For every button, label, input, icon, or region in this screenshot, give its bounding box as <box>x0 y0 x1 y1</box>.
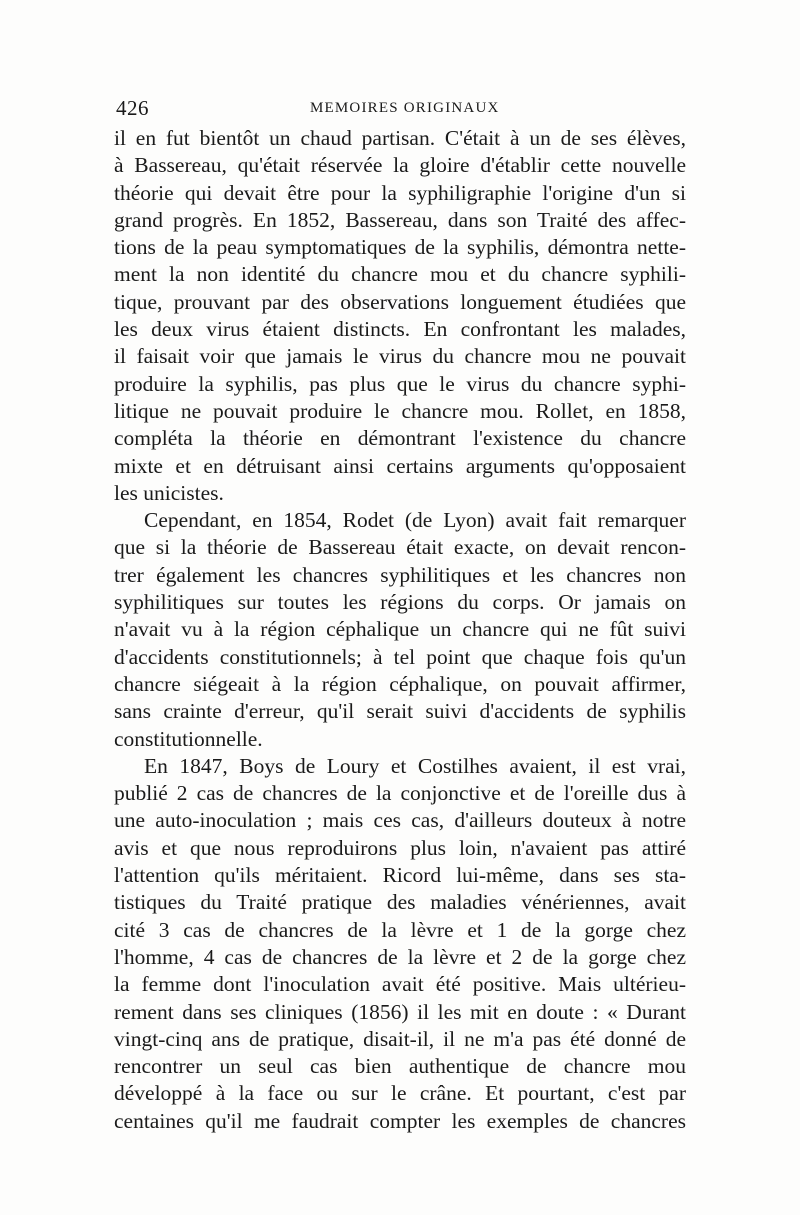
text-line: En 1847, Boys de Loury et Costilhes avaient, il est vrai, <box>144 753 686 778</box>
text-line: rencontrer un seul cas bien authentique de chancre mou <box>114 1054 686 1079</box>
text-line: une auto-inoculation ; mais ces cas, d'ailleurs douteux à notre <box>114 808 686 833</box>
text-line: avis et que nous reproduirons plus loin, n'avaient pas attiré <box>114 835 686 860</box>
text-line: tistiques du Traité pratique des maladies vénériennes, avait <box>114 890 686 915</box>
text-line: grand progrès. En 1852, Bassereau, dans son Traité des affec- <box>114 207 686 232</box>
text-line: il faisait voir que jamais le virus du chancre mou ne pouvait <box>114 344 686 369</box>
text-line: produire la syphilis, pas plus que le virus du chancre syphi- <box>114 371 686 396</box>
text-line: cité 3 cas de chancres de la lèvre et 1 de la gorge chez <box>114 917 686 942</box>
text-line: les deux virus étaient distincts. En confrontant les malades, <box>114 317 686 342</box>
text-line: constitutionnelle. <box>114 726 263 751</box>
text-line: théorie qui devait être pour la syphiligraphie l'origine d'un si <box>114 180 686 205</box>
text-line: d'accidents constitutionnels; à tel point que chaque fois qu'un <box>114 644 686 669</box>
text-line: la femme dont l'inoculation avait été positive. Mais ultérieu- <box>114 972 686 997</box>
text-line: compléta la théorie en démontrant l'existence du chancre <box>114 426 686 451</box>
text-line: tions de la peau symptomatiques de la syphilis, démontra nette- <box>114 235 686 260</box>
text-line: n'avait vu à la région céphalique un chancre qui ne fût suivi <box>114 617 686 642</box>
text-line: que si la théorie de Bassereau était exacte, on devait rencon- <box>114 535 686 560</box>
text-line: vingt-cinq ans de pratique, disait-il, il ne m'a pas été donné de <box>114 1026 686 1051</box>
text-line: litique ne pouvait produire le chancre mou. Rollet, en 1858, <box>114 398 686 423</box>
text-line: l'attention qu'ils méritaient. Ricord lui-même, dans ses sta- <box>114 863 686 888</box>
text-line: publié 2 cas de chancres de la conjonctive et de l'oreille dus à <box>114 781 686 806</box>
text-line: chancre siégeait à la région céphalique, on pouvait affirmer, <box>114 671 686 696</box>
text-line: développé à la face ou sur le crâne. Et pourtant, c'est par <box>114 1081 686 1106</box>
text-line: ment la non identité du chancre mou et du chancre syphili- <box>114 262 686 287</box>
text-line: mixte et en détruisant ainsi certains arguments qu'opposaient <box>114 453 686 478</box>
body-text <box>114 125 686 1135</box>
text-line: tique, prouvant par des observations longuement étudiées que <box>114 289 686 314</box>
text-line: rement dans ses cliniques (1856) il les mit en doute : « Durant <box>114 999 686 1024</box>
text-line: l'homme, 4 cas de chancres de la lèvre et 2 de la gorge chez <box>114 944 686 969</box>
text-line: sans crainte d'erreur, qu'il serait suivi d'accidents de syphilis <box>114 699 686 724</box>
text-line: les unicistes. <box>114 480 224 505</box>
page-number: 426 <box>116 96 149 120</box>
text-line: trer également les chancres syphilitiques et les chancres non <box>114 562 686 587</box>
text-line: syphilitiques sur toutes les régions du corps. Or jamais on <box>114 590 686 615</box>
text-line: il en fut bientôt un chaud partisan. C'était à un de ses élèves, <box>114 126 686 150</box>
running-head: MEMOIRES ORIGINAUX <box>310 100 500 116</box>
page-header <box>114 96 686 122</box>
text-line: centaines qu'il me faudrait compter les exemples de chancres <box>114 1108 686 1133</box>
text-line: à Bassereau, qu'était réservée la gloire d'établir cette nouvelle <box>114 153 686 178</box>
text-line: Cependant, en 1854, Rodet (de Lyon) avait fait remarquer <box>144 508 686 533</box>
